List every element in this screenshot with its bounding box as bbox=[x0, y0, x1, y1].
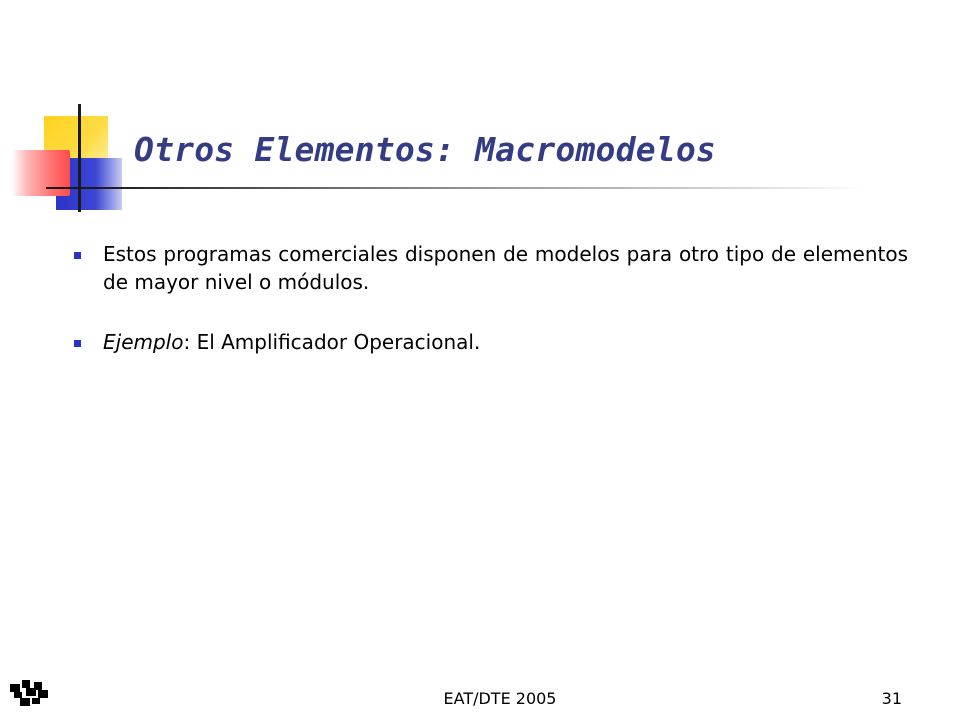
bullet-item bbox=[74, 240, 908, 296]
bullet-emphasis: Ejemplo bbox=[103, 330, 184, 354]
bullet-list bbox=[74, 240, 908, 356]
footer-text: EAT/DTE 2005 bbox=[443, 689, 557, 708]
square-bullet-icon bbox=[74, 340, 81, 347]
red-square-decoration bbox=[12, 150, 70, 196]
bullet-text: : El Amplificador Operacional. bbox=[183, 330, 481, 354]
bullet-text: Estos programas comerciales disponen de modelos para otro tipo de elementos de mayor nivel o módulos. bbox=[103, 242, 908, 294]
square-bullet-icon bbox=[74, 252, 81, 259]
title-underline-rule bbox=[46, 187, 866, 189]
vertical-rule bbox=[78, 104, 81, 212]
university-logo-icon bbox=[8, 676, 52, 708]
bullet-item bbox=[74, 328, 908, 356]
slide-number: 31 bbox=[881, 689, 902, 708]
slide-title: Otros Elementos: Macromodelos bbox=[134, 130, 716, 169]
